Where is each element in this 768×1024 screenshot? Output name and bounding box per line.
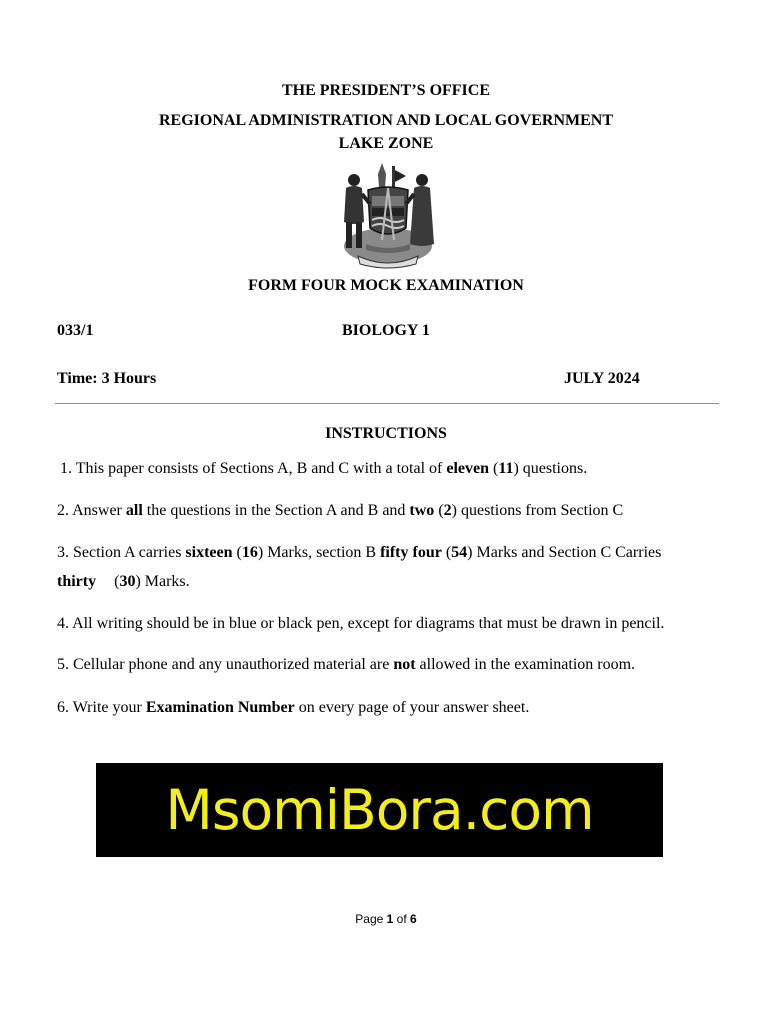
instruction-emphasis: 11 (498, 460, 514, 477)
instruction-text: allowed in the examination room. (415, 656, 636, 673)
exam-duration: Time: 3 Hours (57, 370, 157, 387)
subject-title: BIOLOGY 1 (342, 322, 430, 339)
page-footer (0, 912, 768, 926)
instructions-heading: INSTRUCTIONS (325, 425, 447, 442)
instruction-text: ) Marks and Section C Carries (467, 544, 662, 561)
instruction-emphasis: 2 (443, 502, 452, 519)
instruction-emphasis: thirty (57, 573, 97, 590)
msomibora-banner (96, 763, 663, 857)
instruction-3 (57, 538, 661, 596)
footer-text: of (393, 912, 411, 926)
exam-date: JULY 2024 (564, 370, 640, 387)
instruction-text: ) questions from Section C (451, 502, 624, 519)
instruction-text: ) questions. (513, 460, 588, 477)
instruction-2 (57, 496, 623, 525)
instruction-text: ) Marks, section B (257, 544, 381, 561)
instruction-text: on every page of your answer sheet. (294, 699, 530, 716)
header-zone: LAKE ZONE (338, 135, 434, 152)
instruction-4 (57, 609, 664, 638)
instruction-emphasis: all (125, 502, 143, 519)
instruction-6 (57, 693, 529, 722)
instruction-emphasis: two (409, 502, 435, 519)
header-divider (55, 403, 719, 404)
instruction-emphasis: 16 (241, 544, 258, 561)
exam-title: FORM FOUR MOCK EXAMINATION (248, 277, 524, 294)
current-page-number: 1 (386, 912, 394, 926)
instruction-text: 3. Section A carries (57, 544, 186, 561)
instruction-emphasis: 54 (451, 544, 468, 561)
instruction-text: 2. Answer (57, 502, 126, 519)
instruction-text: ) Marks. (135, 573, 190, 590)
instruction-text: the questions in the Section A and B and (142, 502, 410, 519)
instruction-emphasis: sixteen (185, 544, 233, 561)
instruction-emphasis: 30 (119, 573, 136, 590)
paper-code: 033/1 (57, 322, 94, 339)
header-office: THE PRESIDENT’S OFFICE (281, 82, 491, 99)
instruction-emphasis: eleven (446, 460, 489, 477)
instruction-emphasis: Examination Number (145, 699, 295, 716)
coat-of-arms-emblem (338, 160, 438, 272)
instruction-text: 5. Cellular phone and any unauthorized material are (57, 656, 394, 673)
instruction-5 (57, 650, 635, 679)
instruction-text: 1. This paper consists of Sections A, B and C with a total of (60, 460, 447, 477)
instruction-text: 4. All writing should be in blue or black pen, except for diagrams that must be drawn in pencil. (57, 615, 665, 632)
banner-logo-text: MsomiBora.com (165, 777, 594, 842)
instruction-text: ( (114, 573, 120, 590)
instruction-text: ( (489, 460, 499, 477)
instruction-emphasis: fifty four (380, 544, 442, 561)
instruction-1 (60, 454, 587, 483)
header-administration: REGIONAL ADMINISTRATION AND LOCAL GOVERNMENT (159, 112, 613, 129)
instruction-text: ( (434, 502, 444, 519)
total-page-count: 6 (410, 912, 417, 926)
instruction-text: ( (441, 544, 452, 561)
instruction-text: 6. Write your (57, 699, 146, 716)
instruction-emphasis: not (393, 656, 416, 673)
instruction-text: ( (232, 544, 242, 561)
footer-text: Page (355, 912, 387, 926)
